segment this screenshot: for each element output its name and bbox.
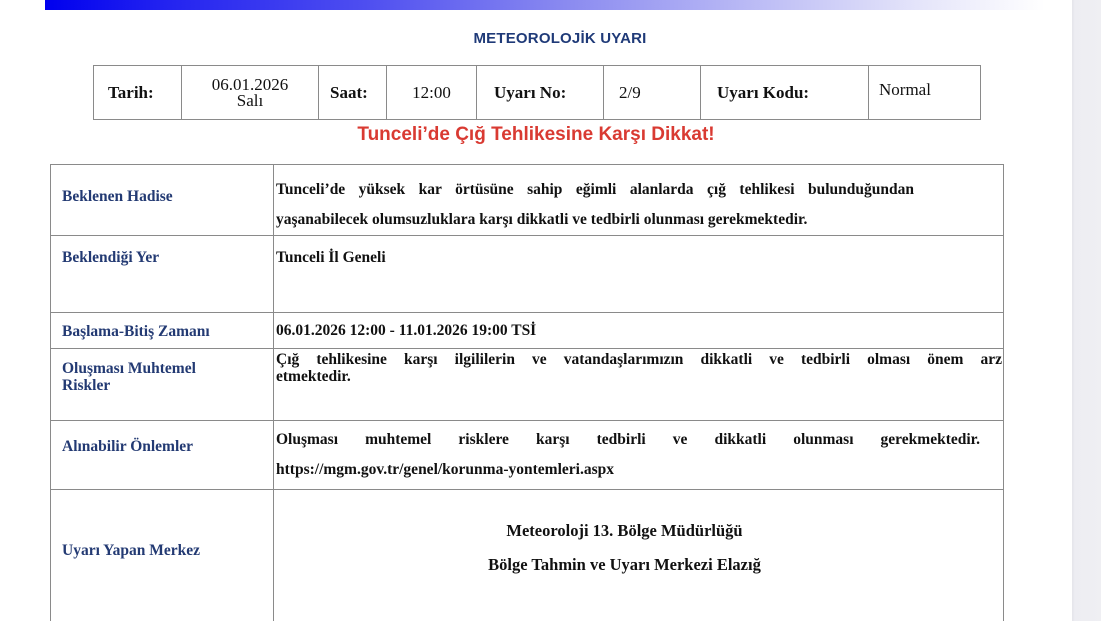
viewer-side-gutter	[1072, 0, 1101, 621]
day-value: Salı	[236, 90, 264, 110]
document-title: METEOROLOJİK UYARI	[473, 30, 647, 47]
table-row-expected-location	[51, 236, 1004, 313]
table-row-expected-event	[51, 165, 1004, 236]
value-precautions: Oluşması muhtemel risklere karşı tedbirli ve dikkatli olunması gerekmektedir. https://mgm.gov.tr/genel/korunma-yontemleri.aspx	[274, 421, 1004, 490]
label-possible-risks: Oluşması Muhtemel Riskler	[51, 349, 274, 421]
table-row-precautions	[51, 421, 1004, 490]
date-value: 06.01.2026	[211, 74, 289, 94]
value-start-end-time: 06.01.2026 12:00 - 11.01.2026 19:00 TSİ	[274, 313, 1004, 349]
value-possible-risks: Çığ tehlikesine karşı ilgililerin ve vatandaşlarımızın dikkatli ve tedbirli olması önem arz etmektedir.	[274, 349, 1004, 421]
warning-code-label: Uyarı Kodu:	[701, 66, 869, 120]
value-issuing-center: Meteoroloji 13. Bölge Müdürlüğü Bölge Tahmin ve Uyarı Merkezi Elazığ	[274, 490, 1004, 621]
label-precautions: Alınabilir Önlemler	[51, 421, 274, 490]
date-label: Tarih:	[94, 66, 182, 120]
warning-details-table	[50, 164, 1004, 621]
warning-no-value: 2/9	[604, 66, 701, 120]
label-expected-location: Beklendiği Yer	[51, 236, 274, 313]
warning-info-table	[93, 65, 981, 120]
label-expected-event: Beklenen Hadise	[51, 165, 274, 236]
time-value: 12:00	[387, 66, 477, 120]
warning-no-label: Uyarı No:	[477, 66, 604, 120]
precautions-link[interactable]: https://mgm.gov.tr/genel/korunma-yontemleri.aspx	[276, 461, 614, 478]
table-row-issuing-center	[51, 490, 1004, 621]
table-row-start-end-time	[51, 313, 1004, 349]
alert-headline: Tunceli’de Çığ Tehlikesine Karşı Dikkat!	[357, 124, 715, 145]
date-cell	[182, 66, 319, 120]
label-issuing-center: Uyarı Yapan Merkez	[51, 490, 274, 621]
time-label: Saat:	[319, 66, 387, 120]
table-row-possible-risks	[51, 349, 1004, 421]
value-expected-location: Tunceli İl Geneli	[274, 236, 1004, 313]
header-gradient-bar	[45, 0, 1045, 10]
label-start-end-time: Başlama-Bitiş Zamanı	[51, 313, 274, 349]
value-expected-event: Tunceli’de yüksek kar örtüsüne sahip eğimli alanlarda çığ tehlikesi bulunduğundan yaşanabilecek olumsuzluklara karşı dikkatli ve tedbirli olunması gerekmektedir.	[274, 165, 1004, 236]
warning-code-value: Normal	[869, 66, 981, 120]
